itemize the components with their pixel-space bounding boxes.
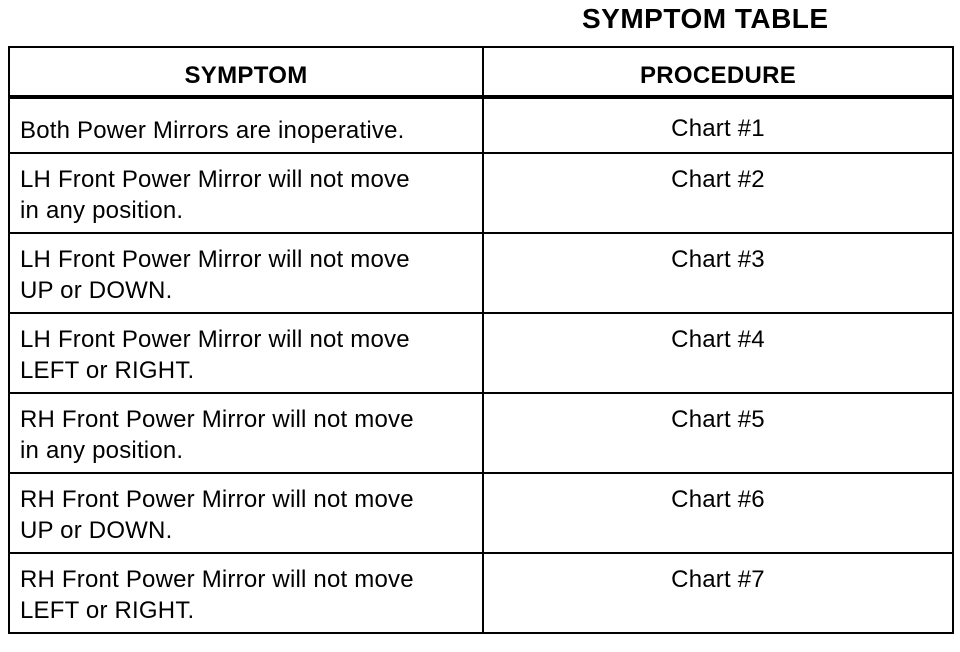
symptom-text-line-1: LH Front Power Mirror will not move — [20, 326, 410, 353]
symptom-text-line-1: RH Front Power Mirror will not move — [20, 406, 414, 433]
symptom-cell — [9, 393, 483, 473]
table-row — [9, 553, 953, 633]
symptom-text-line-1: LH Front Power Mirror will not move — [20, 246, 410, 273]
column-header-procedure: PROCEDURE — [483, 47, 953, 97]
symptom-cell — [9, 313, 483, 393]
symptom-text-line-1: RH Front Power Mirror will not move — [20, 486, 414, 513]
symptom-cell — [9, 97, 483, 153]
procedure-cell: Chart #6 — [483, 473, 953, 553]
symptom-cell — [9, 553, 483, 633]
table-header-row — [9, 47, 953, 97]
symptom-text-line-2: UP or DOWN. — [20, 277, 173, 304]
page-title: SYMPTOM TABLE — [582, 3, 829, 34]
procedure-cell: Chart #4 — [483, 313, 953, 393]
column-header-symptom: SYMPTOM — [9, 47, 483, 97]
symptom-cell — [9, 153, 483, 233]
table-row — [9, 233, 953, 313]
symptom-cell — [9, 233, 483, 313]
symptom-text-line-2: LEFT or RIGHT. — [20, 357, 195, 384]
table-row — [9, 313, 953, 393]
table-row — [9, 393, 953, 473]
symptom-text-line-2: UP or DOWN. — [20, 517, 173, 544]
table-row — [9, 97, 953, 153]
symptom-text-line-1: LH Front Power Mirror will not move — [20, 166, 410, 193]
procedure-cell: Chart #5 — [483, 393, 953, 473]
symptom-cell — [9, 473, 483, 553]
symptom-text: Both Power Mirrors are inoperative. — [20, 117, 405, 144]
procedure-cell: Chart #7 — [483, 553, 953, 633]
symptom-text-line-2: LEFT or RIGHT. — [20, 597, 195, 624]
table-row — [9, 473, 953, 553]
procedure-cell: Chart #3 — [483, 233, 953, 313]
symptom-text-line-1: RH Front Power Mirror will not move — [20, 566, 414, 593]
symptom-table — [8, 46, 954, 634]
symptom-text-line-2: in any position. — [20, 437, 184, 464]
table-row — [9, 153, 953, 233]
procedure-cell: Chart #1 — [483, 97, 953, 153]
symptom-text-line-2: in any position. — [20, 197, 184, 224]
procedure-cell: Chart #2 — [483, 153, 953, 233]
